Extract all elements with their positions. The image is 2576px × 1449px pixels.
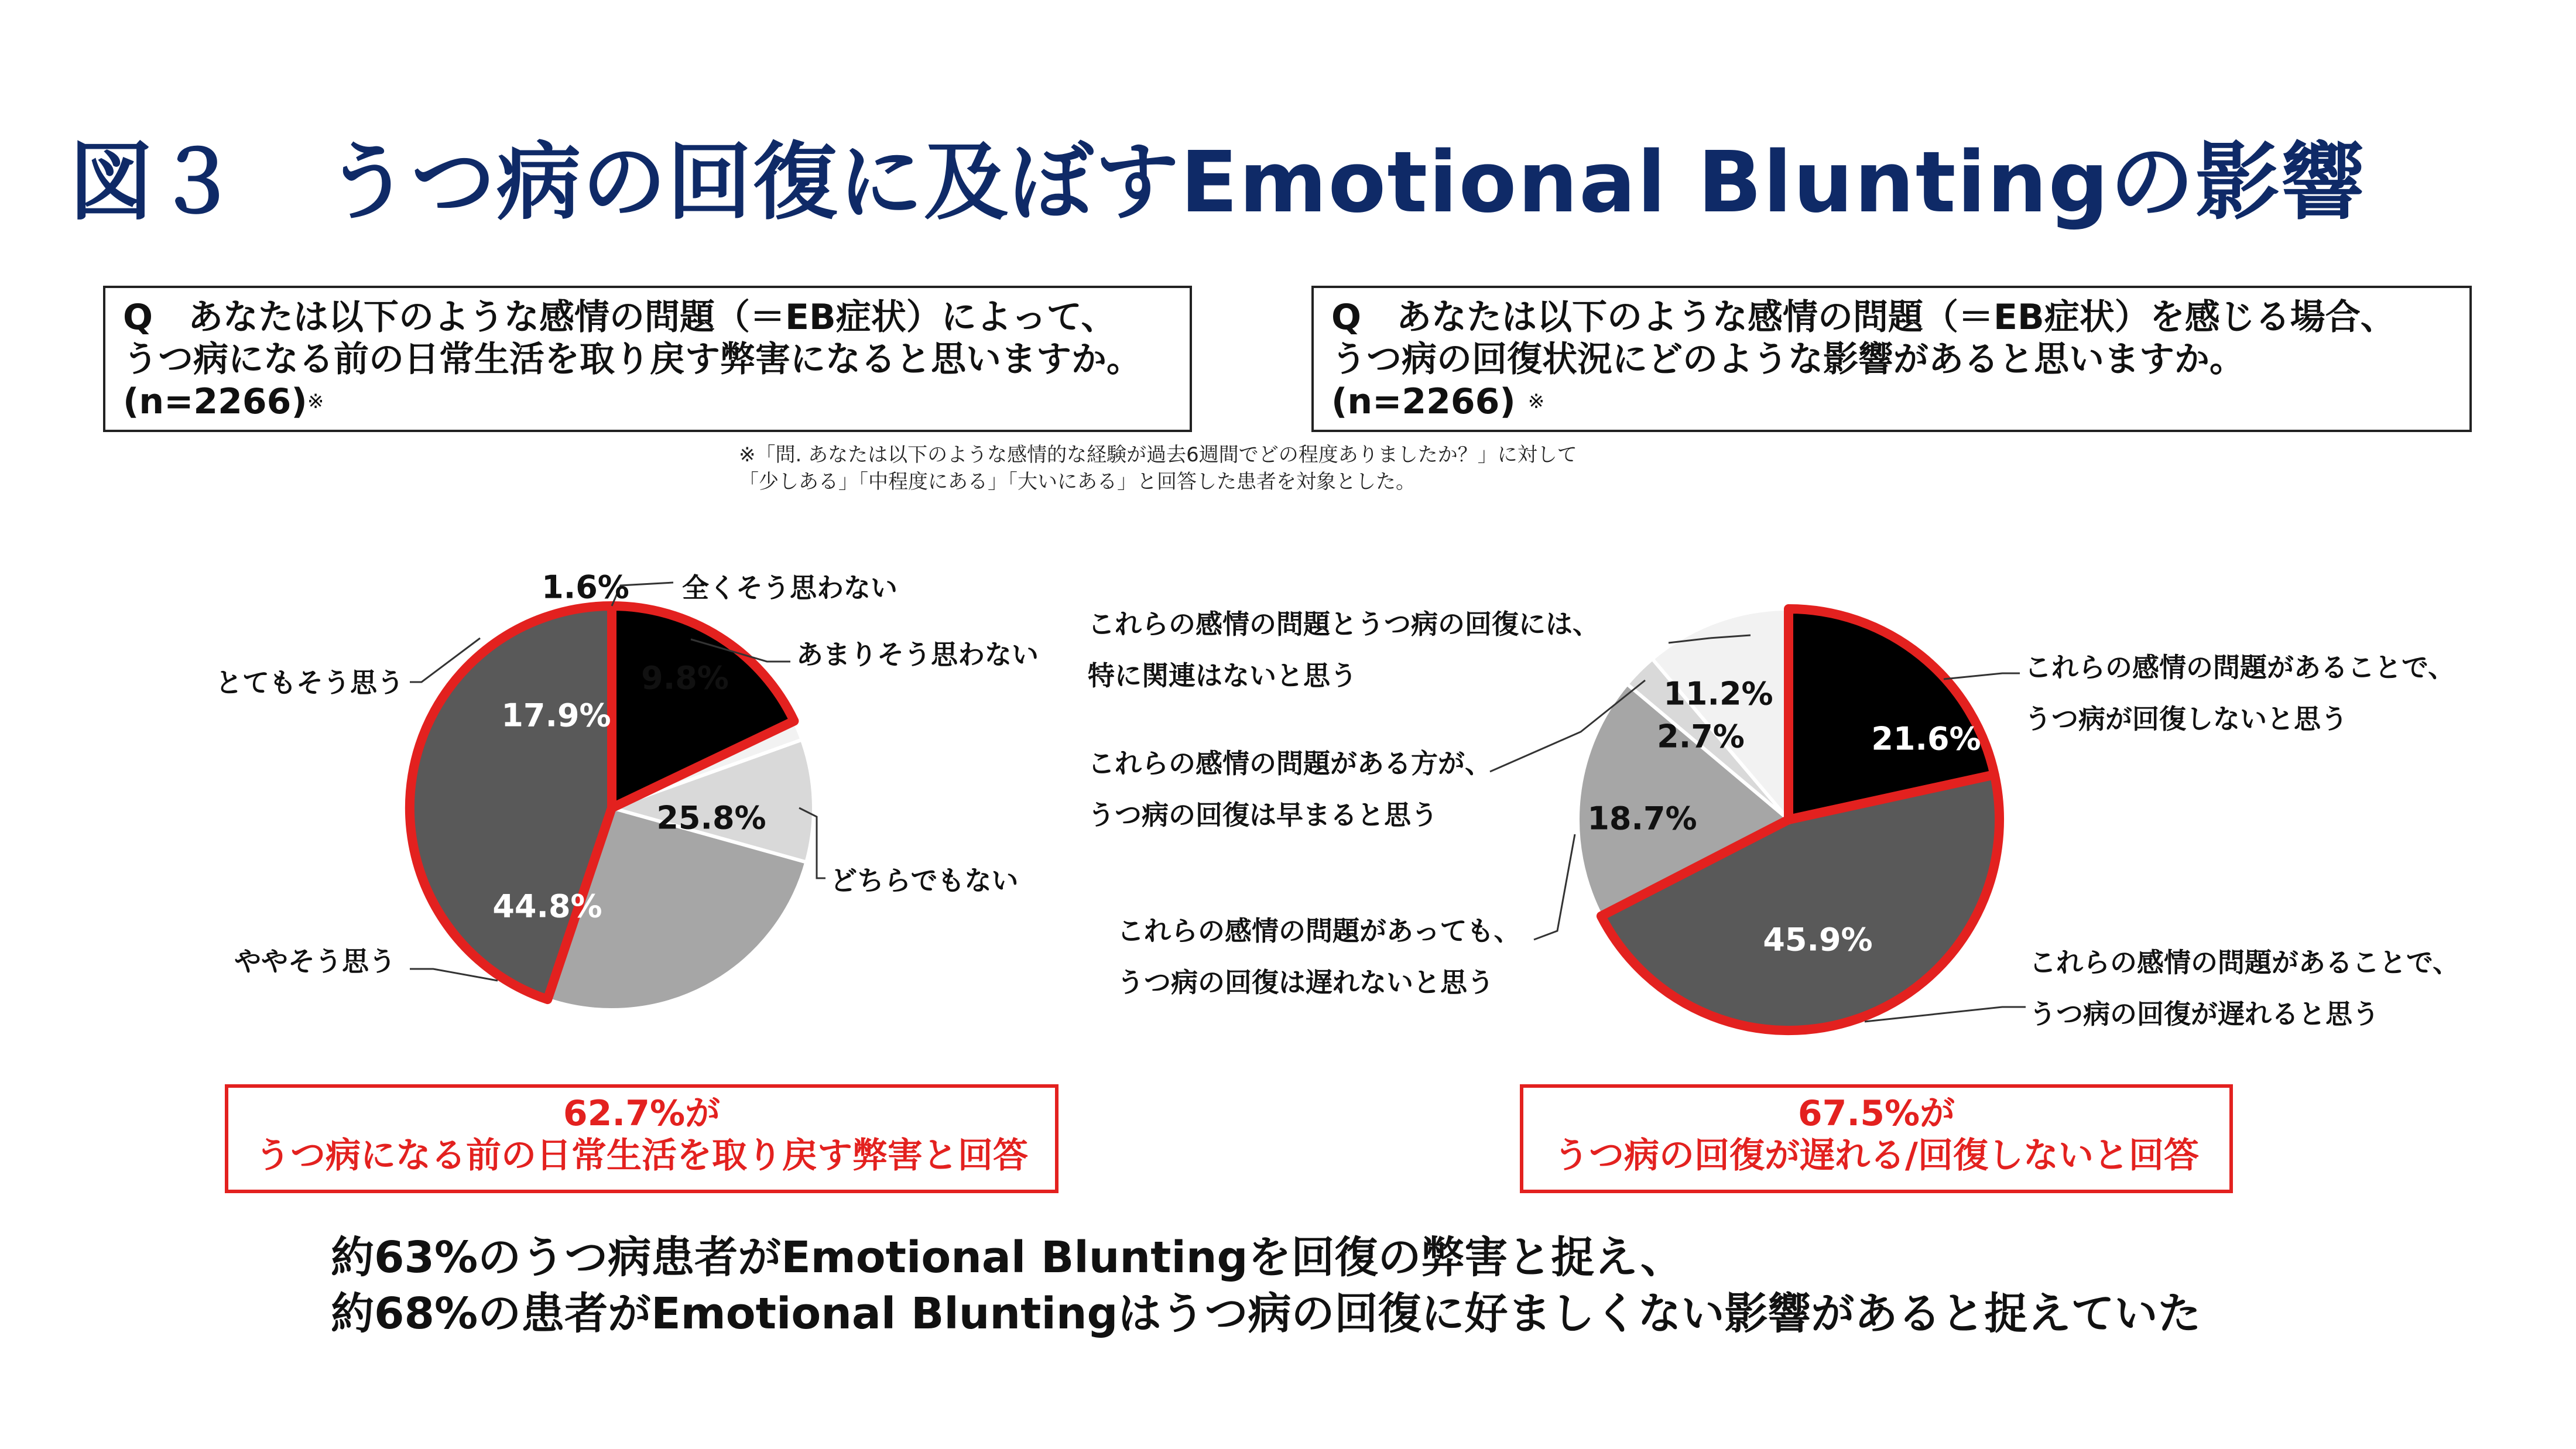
pie2-value-label-2: 45.9% (1763, 921, 1873, 958)
summary-line-1: 約63%のうつ病患者がEmotional Bluntingを回復の弊害と捉え、 (331, 1232, 1684, 1283)
left-callout-line-2: うつ病になる前の日常生活を取り戻す弊害と回答 (255, 1135, 1028, 1176)
right-callout-line-1: 67.5%が (1797, 1093, 1955, 1134)
right-question-sample-size: (n=2266) (1331, 381, 1528, 422)
left-question-sample-size: (n=2266) (123, 381, 307, 422)
pie2-value-label-1: 21.6% (1871, 720, 1981, 758)
right-question-line-1: Q あなたは以下のような感情の問題（＝EB症状）を感じる場合、 (1331, 297, 2396, 338)
pie2-value-label-3: 18.7% (1587, 800, 1697, 837)
right-label-not-recover-2: うつ病が回復しないと思う (2025, 703, 2348, 735)
left-callout-line-1: 62.7%が (563, 1093, 721, 1134)
right-question-line-2: うつ病の回復状況にどのような影響があると思いますか。 (1331, 339, 2245, 380)
pie1-value-label-2: 1.6% (542, 568, 629, 606)
right-label-delayed-1: これらの感情の問題があることで、 (2029, 947, 2460, 978)
leader-line-8 (1534, 834, 1575, 940)
right-label-not-delayed-2: うつ病の回復は遅れないと思う (1117, 967, 1494, 998)
right-label-not-delayed-1: これらの感情の問題があっても、 (1117, 915, 1521, 947)
pie1-value-label-3: 9.8% (641, 659, 729, 697)
leader-line-9 (1944, 673, 2020, 679)
left-question-line-1: Q あなたは以下のような感情の問題（＝EB症状）によって、 (123, 297, 1116, 338)
left-label-not-really: あまりそう思わない (796, 639, 1039, 670)
right-label-no-relation-1: これらの感情の問題とうつ病の回復には、 (1088, 608, 1599, 640)
pie2-value-label-4: 2.7% (1657, 718, 1745, 755)
left-callout-box (225, 1084, 1059, 1193)
page-title: 図３ うつ病の回復に及ぼすEmotional Bluntingの影響 (69, 133, 2366, 231)
left-label-not-at-all: 全くそう思わない (682, 572, 898, 604)
pie1-value-label-1: 17.9% (501, 697, 611, 734)
left-question-note-mark: ※ (307, 390, 324, 413)
pie1-value-label-4: 25.8% (656, 799, 766, 837)
right-label-delayed-2: うつ病の回復が遅れると思う (2029, 998, 2379, 1030)
left-label-strongly-agree: とてもそう思う (215, 667, 404, 698)
right-label-not-recover-1: これらの感情の問題があることで、 (2025, 652, 2455, 683)
right-question-note-mark: ※ (1527, 390, 1545, 413)
pie2-value-label-5: 11.2% (1663, 675, 1773, 712)
pie1-value-label-5: 44.8% (492, 888, 602, 925)
footnote-line-1: ※「問. あなたは以下のような感情的な経験が過去6週間でどの程度ありましたか？」に対して (739, 443, 1577, 467)
right-callout-line-2: うつ病の回復が遅れる/回復しないと回答 (1554, 1135, 2199, 1176)
right-label-no-relation-2: 特に関連はないと思う (1088, 660, 1357, 691)
left-label-somewhat-agree: ややそう思う (234, 946, 396, 977)
right-callout-box (1520, 1084, 2233, 1193)
summary-text (331, 1229, 2201, 1342)
left-question-line-2: うつ病になる前の日常生活を取り戻す弊害になると思いますか。 (123, 339, 1142, 380)
summary-line-2: 約68%の患者がEmotional Bluntingはうつ病の回復に好ましくない影響があると捉えていた (331, 1289, 2201, 1339)
right-label-faster-1: これらの感情の問題がある方が、 (1088, 748, 1492, 779)
footnote-line-2: 「少しある」「中程度にある」「大いにある」と回答した患者を対象とした。 (739, 470, 1416, 494)
left-label-neither: どちらでもない (830, 865, 1019, 896)
right-label-faster-2: うつ病の回復は早まると思う (1088, 799, 1438, 831)
